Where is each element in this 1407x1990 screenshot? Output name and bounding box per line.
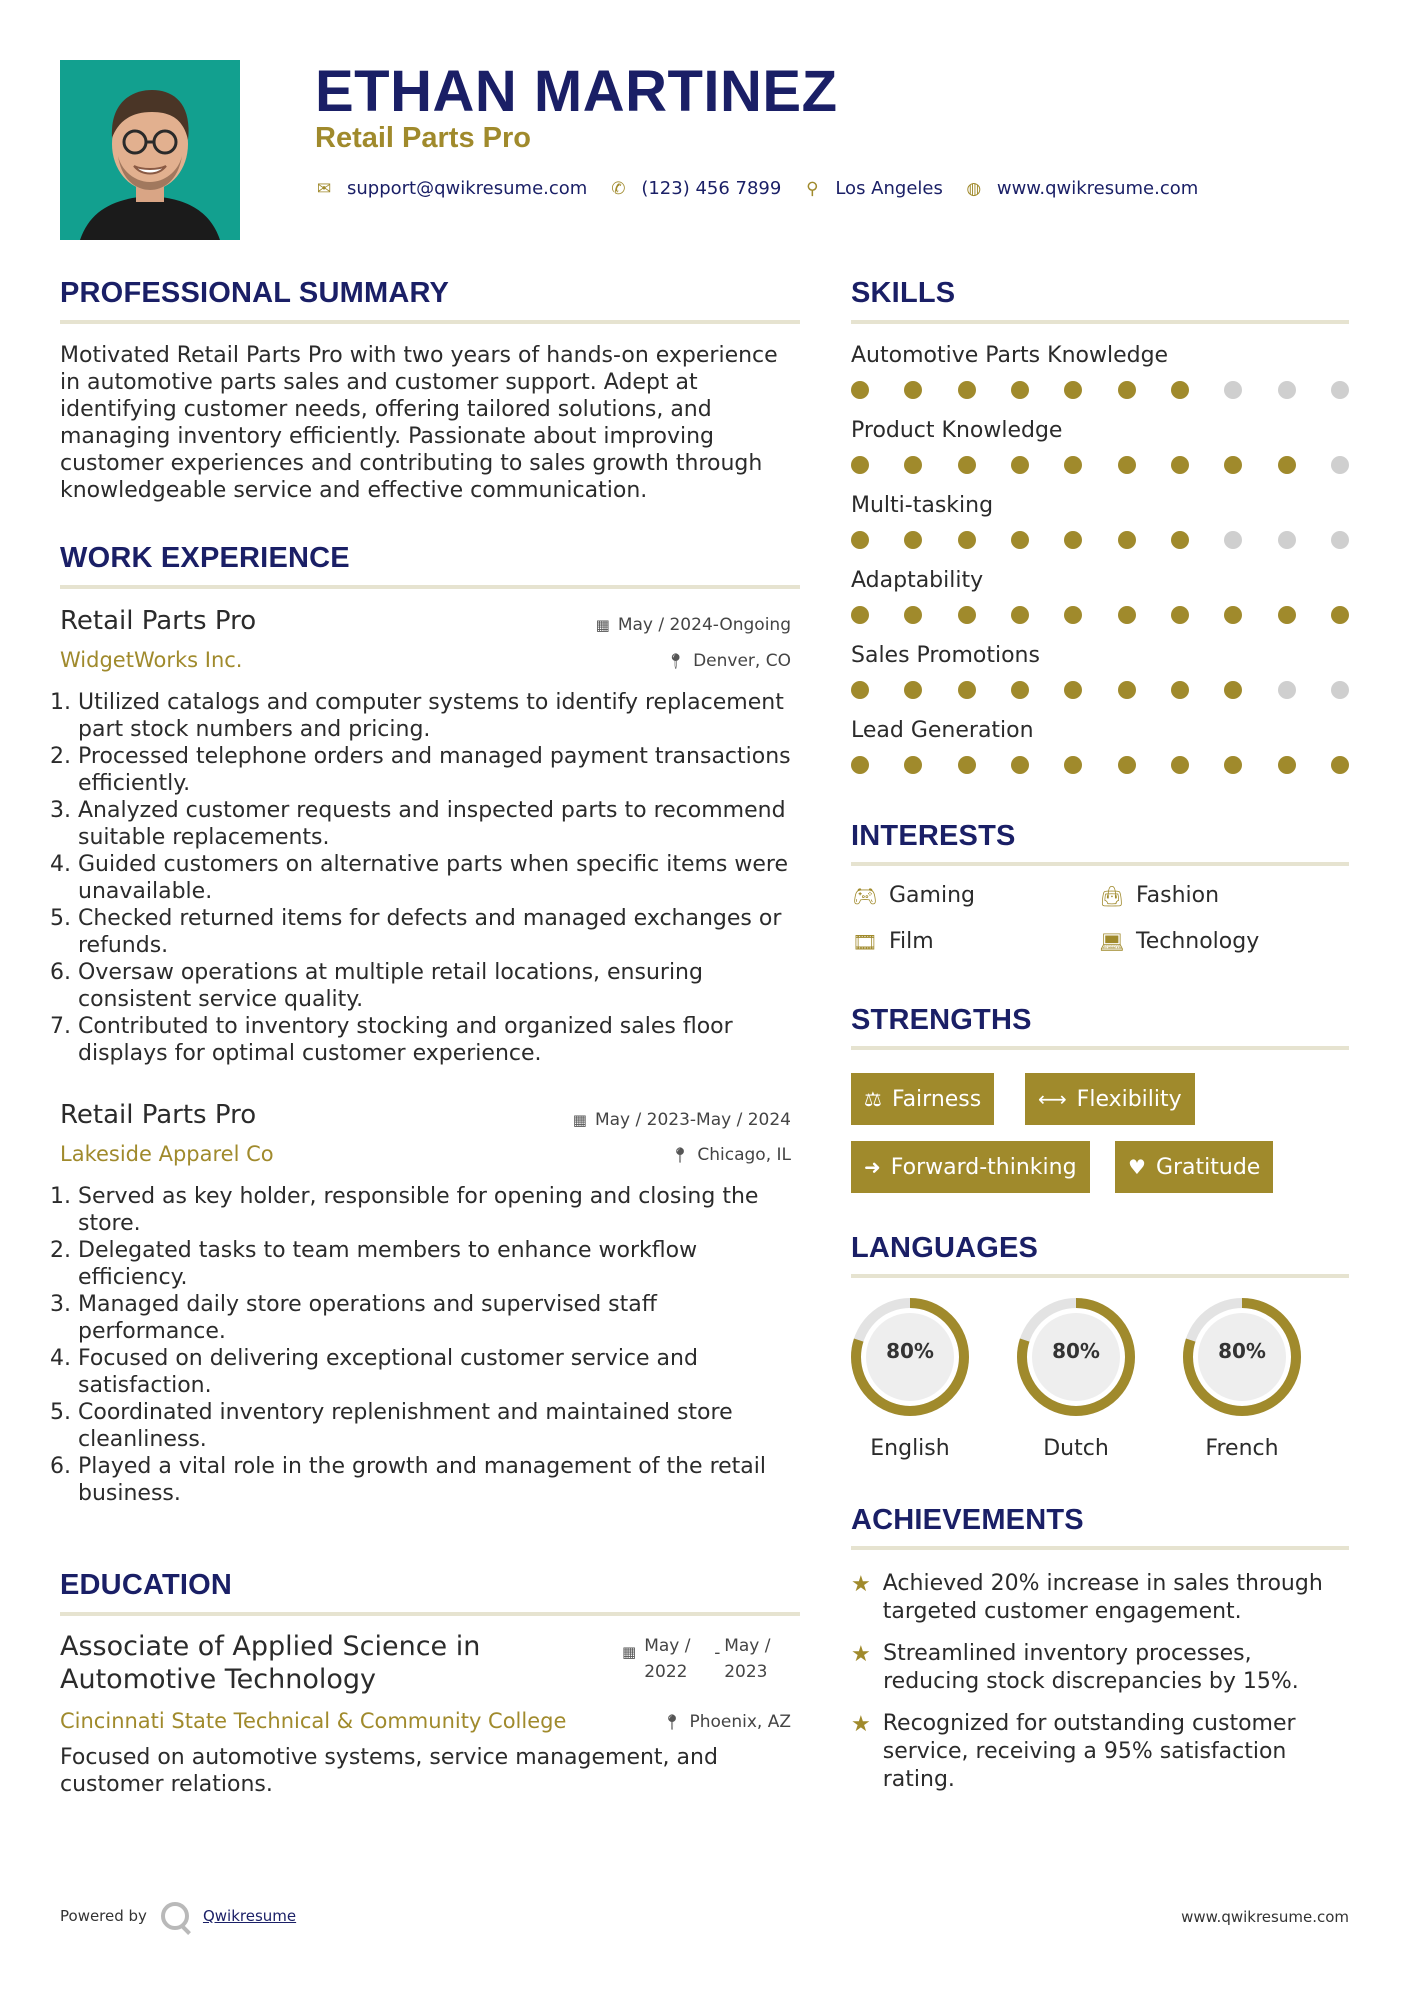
skill-dot-filled (1064, 456, 1082, 474)
phone-text: (123) 456 7899 (641, 178, 782, 199)
education-heading: EDUCATION (60, 1569, 233, 1601)
education-divider (60, 1612, 800, 1616)
education-school: Cincinnati State Technical & Community College (60, 1709, 567, 1733)
gamepad-icon: 🎮︎ (852, 883, 878, 908)
laptop-icon: 💻︎ (1099, 929, 1125, 954)
brand-link[interactable]: Qwikresume (202, 1907, 297, 1925)
contact-bar (315, 178, 1220, 199)
skill-dot-filled (1171, 681, 1189, 699)
skill-dot-filled (1224, 456, 1242, 474)
skill-dot-filled (1278, 456, 1296, 474)
job-date-text: May / 2024-Ongoing (617, 615, 791, 635)
skill-rating (851, 681, 1349, 701)
education-end (724, 1633, 794, 1685)
duty-item: 4. Focused on delivering exceptional customer service and satisfaction. (78, 1345, 792, 1399)
education-date (622, 1633, 794, 1685)
skill-dot-filled (1171, 456, 1189, 474)
skill-dot-filled (904, 756, 922, 774)
job-duties-list (52, 689, 792, 1067)
portrait-illustration (60, 60, 240, 240)
skill-dot-filled (1278, 606, 1296, 624)
skill-dot-filled (1064, 381, 1082, 399)
skill-dot-filled (1171, 381, 1189, 399)
skill-dot-filled (1011, 606, 1029, 624)
balance-scale-icon: ⚖ (864, 1087, 882, 1111)
contact-phone[interactable] (609, 178, 781, 199)
skills-heading: SKILLS (851, 277, 956, 309)
skill-dot-filled (904, 456, 922, 474)
skill-dot-empty (1331, 456, 1349, 474)
summary-heading: PROFESSIONAL SUMMARY (60, 277, 450, 309)
language-item (845, 1292, 975, 1461)
star-badge-icon: ★ (851, 1642, 871, 1667)
skill-dot-filled (1118, 381, 1136, 399)
contact-email[interactable] (315, 178, 587, 199)
skill-dot-filled (1064, 681, 1082, 699)
job-location (670, 1145, 791, 1165)
strength-label: Flexibility (1076, 1086, 1182, 1112)
envelope-icon: ✉ (316, 178, 332, 199)
skill-rating (851, 606, 1349, 626)
candidate-role: Retail Parts Pro (315, 122, 531, 154)
skill-dot-empty (1331, 531, 1349, 549)
globe-icon: ◍ (966, 178, 982, 199)
skill-dot-filled (1331, 756, 1349, 774)
calendar-icon: ▦ (622, 1643, 637, 1661)
duty-item: 1. Served as key holder, responsible for opening and closing the store. (78, 1183, 792, 1237)
interest-fashion (1098, 883, 1219, 908)
education-start (644, 1633, 714, 1685)
job-date (573, 1110, 791, 1130)
skill-dot-empty (1278, 681, 1296, 699)
language-percent: 80% (886, 1339, 934, 1363)
arrows-horizontal-icon: ⟷ (1038, 1087, 1067, 1111)
skill-rating (851, 756, 1349, 776)
skill-dot-filled (1118, 456, 1136, 474)
skill-dot-filled (1171, 606, 1189, 624)
skill-dot-filled (851, 381, 869, 399)
skill-dot-filled (958, 606, 976, 624)
skill-dot-filled (1011, 531, 1029, 549)
interest-technology (1098, 929, 1259, 954)
duty-item: 7. Contributed to inventory stocking and organized sales floor displays for optimal customer experience. (78, 1013, 792, 1067)
skill-dot-filled (1171, 531, 1189, 549)
film-icon: 🎞︎ (852, 929, 878, 954)
skill-dot-filled (1118, 681, 1136, 699)
duty-item: 5. Checked returned items for defects and managed exchanges or refunds. (78, 905, 792, 959)
interest-gaming (851, 883, 975, 908)
skill-dot-empty (1331, 681, 1349, 699)
job-location-text: Denver, CO (693, 651, 791, 671)
duty-item: 3. Managed daily store operations and supervised staff performance. (78, 1291, 792, 1345)
skill-dot-filled (1278, 756, 1296, 774)
shopping-bag-icon: 👜︎ (1099, 883, 1125, 908)
duty-item: 5. Coordinated inventory replenishment and maintained store cleanliness. (78, 1399, 792, 1453)
skill-dot-filled (851, 606, 869, 624)
duty-item: 4. Guided customers on alternative parts when specific items were unavailable. (78, 851, 792, 905)
strength-chip-flexibility (1025, 1073, 1195, 1125)
language-name: English (870, 1436, 950, 1461)
language-name: Dutch (1043, 1436, 1109, 1461)
calendar-icon: ▦ (572, 1111, 587, 1129)
star-badge-icon: ★ (851, 1712, 871, 1737)
skill-dot-filled (904, 381, 922, 399)
job-duties-list (52, 1183, 792, 1507)
achievements-divider (851, 1546, 1349, 1550)
skill-rating (851, 531, 1349, 551)
duty-item: 6. Played a vital role in the growth and management of the retail business. (78, 1453, 792, 1507)
education-location (662, 1712, 791, 1732)
job-title: Retail Parts Pro (60, 606, 257, 636)
languages-heading: LANGUAGES (851, 1232, 1039, 1264)
interest-label: Gaming (889, 883, 975, 908)
interests-heading: INTERESTS (851, 820, 1016, 852)
footer-powered-by (60, 1902, 296, 1930)
skill-rating (851, 381, 1349, 401)
pin-icon: 📍︎ (662, 1713, 682, 1731)
achievement-text: Recognized for outstanding customer service, receiving a 95% satisfaction rating. (882, 1711, 1296, 1792)
strength-label: Forward-thinking (890, 1154, 1077, 1180)
powered-by-text: Powered by (60, 1907, 147, 1925)
education-start-year: 2022 (644, 1662, 688, 1682)
achievement-item (851, 1710, 1351, 1794)
interest-label: Technology (1136, 929, 1260, 954)
job-date (596, 615, 791, 635)
contact-website[interactable] (965, 178, 1198, 199)
pin-icon: 📍︎ (666, 652, 686, 670)
job-company: Lakeside Apparel Co (60, 1142, 274, 1166)
website-text: www.qwikresume.com (996, 178, 1199, 199)
language-item (1011, 1292, 1141, 1461)
arrow-right-icon: ➜ (864, 1155, 881, 1179)
skill-dot-filled (1331, 606, 1349, 624)
skill-dot-filled (958, 381, 976, 399)
qwikresume-logo-icon (161, 1902, 189, 1930)
summary-text: Motivated Retail Parts Pro with two years of hands-on experience in automotive parts sales and customer support. Adept at identifying customer needs, offering tailored solutions, and managing inventory efficiently. Passionate about improving customer experiences and contributing to sales growth through knowledgeable service and effective communication. (60, 343, 778, 503)
interest-film (851, 929, 934, 954)
strength-chip-fairness (851, 1073, 994, 1125)
job-title: Retail Parts Pro (60, 1100, 257, 1130)
skill-label: Product Knowledge (851, 418, 1063, 443)
phone-icon: ✆ (611, 178, 626, 199)
education-start-month: May / (644, 1636, 691, 1656)
languages-divider (851, 1274, 1349, 1278)
achievement-text: Streamlined inventory processes, reducing stock discrepancies by 15%. (883, 1641, 1299, 1694)
skill-dot-filled (1011, 756, 1029, 774)
strength-chip-gratitude (1115, 1141, 1273, 1193)
location-text: Los Angeles (835, 178, 943, 199)
skill-dot-filled (1118, 756, 1136, 774)
skill-dot-filled (1224, 681, 1242, 699)
email-text: support@qwikresume.com (347, 178, 588, 199)
skill-rating (851, 456, 1349, 476)
skill-dot-filled (1064, 606, 1082, 624)
strength-label: Fairness (891, 1086, 982, 1112)
language-percent: 80% (1052, 1339, 1100, 1363)
skill-dot-filled (1011, 681, 1029, 699)
skill-dot-filled (904, 531, 922, 549)
achievement-item (851, 1640, 1351, 1696)
duty-item: 3. Analyzed customer requests and inspected parts to recommend suitable replacements. (78, 797, 792, 851)
footer-website[interactable]: www.qwikresume.com (1181, 1908, 1349, 1926)
skills-divider (851, 320, 1349, 324)
language-percent: 80% (1218, 1339, 1266, 1363)
skill-label: Lead Generation (851, 718, 1034, 743)
skill-dot-empty (1278, 381, 1296, 399)
summary-divider (60, 320, 800, 324)
skill-dot-filled (958, 456, 976, 474)
star-badge-icon: ★ (851, 1572, 871, 1597)
skill-dot-filled (1171, 756, 1189, 774)
job-location (666, 651, 791, 671)
skill-dot-filled (1118, 531, 1136, 549)
job-company: WidgetWorks Inc. (60, 648, 243, 672)
skill-dot-filled (904, 681, 922, 699)
duty-item: 1. Utilized catalogs and computer systems to identify replacement part stock numbers and pricing. (78, 689, 792, 743)
interests-divider (851, 862, 1349, 866)
skill-dot-empty (1331, 381, 1349, 399)
skill-dot-filled (851, 456, 869, 474)
job-location-text: Chicago, IL (697, 1145, 791, 1165)
skill-dot-filled (1064, 531, 1082, 549)
interest-label: Fashion (1136, 883, 1220, 908)
candidate-name: ETHAN MARTINEZ (315, 59, 838, 124)
skill-dot-filled (1118, 606, 1136, 624)
strengths-heading: STRENGTHS (851, 1004, 1032, 1036)
language-item (1177, 1292, 1307, 1461)
calendar-icon: ▦ (595, 616, 610, 634)
duty-item: 6. Oversaw operations at multiple retail locations, ensuring consistent service quality. (78, 959, 792, 1013)
education-end-month: May / (724, 1636, 771, 1656)
skill-dot-filled (851, 531, 869, 549)
language-name: French (1205, 1436, 1279, 1461)
skill-dot-filled (904, 606, 922, 624)
skill-label: Automotive Parts Knowledge (851, 343, 1169, 368)
achievement-text: Achieved 20% increase in sales through targeted customer engagement. (882, 1571, 1323, 1624)
education-degree: Associate of Applied Science in Automotive Technology (60, 1631, 481, 1695)
experience-heading: WORK EXPERIENCE (60, 542, 350, 574)
pin-icon: 📍︎ (670, 1146, 690, 1164)
skill-dot-filled (1011, 381, 1029, 399)
strength-chip-forward-thinking (851, 1141, 1090, 1193)
skill-dot-filled (958, 756, 976, 774)
skill-dot-empty (1278, 531, 1296, 549)
skill-dot-empty (1224, 381, 1242, 399)
achievements-heading: ACHIEVEMENTS (851, 1504, 1084, 1536)
skill-dot-filled (851, 756, 869, 774)
education-date-separator: - (714, 1643, 721, 1663)
duty-item: 2. Delegated tasks to team members to enhance workflow efficiency. (78, 1237, 792, 1291)
skill-label: Multi-tasking (851, 493, 994, 518)
skill-dot-filled (1224, 606, 1242, 624)
education-description: Focused on automotive systems, service management, and customer relations. (60, 1745, 718, 1797)
heart-icon: ♥ (1128, 1155, 1146, 1179)
skill-dot-filled (1064, 756, 1082, 774)
skill-dot-filled (958, 531, 976, 549)
education-end-year: 2023 (724, 1662, 768, 1682)
contact-location (803, 178, 943, 199)
strengths-divider (851, 1046, 1349, 1050)
skill-dot-empty (1224, 531, 1242, 549)
skill-dot-filled (958, 681, 976, 699)
duty-item: 2. Processed telephone orders and managed payment transactions efficiently. (78, 743, 792, 797)
experience-divider (60, 585, 800, 589)
job-date-text: May / 2023-May / 2024 (594, 1110, 791, 1130)
skill-dot-filled (1011, 456, 1029, 474)
strength-label: Gratitude (1155, 1154, 1261, 1180)
skill-dot-filled (1224, 756, 1242, 774)
achievement-item (851, 1570, 1351, 1626)
skill-label: Adaptability (851, 568, 984, 593)
skill-dot-filled (851, 681, 869, 699)
interest-label: Film (889, 929, 934, 954)
skill-label: Sales Promotions (851, 643, 1040, 668)
map-marker-icon: ⚲ (806, 178, 819, 199)
profile-photo (60, 60, 240, 240)
education-location-text: Phoenix, AZ (689, 1712, 791, 1732)
